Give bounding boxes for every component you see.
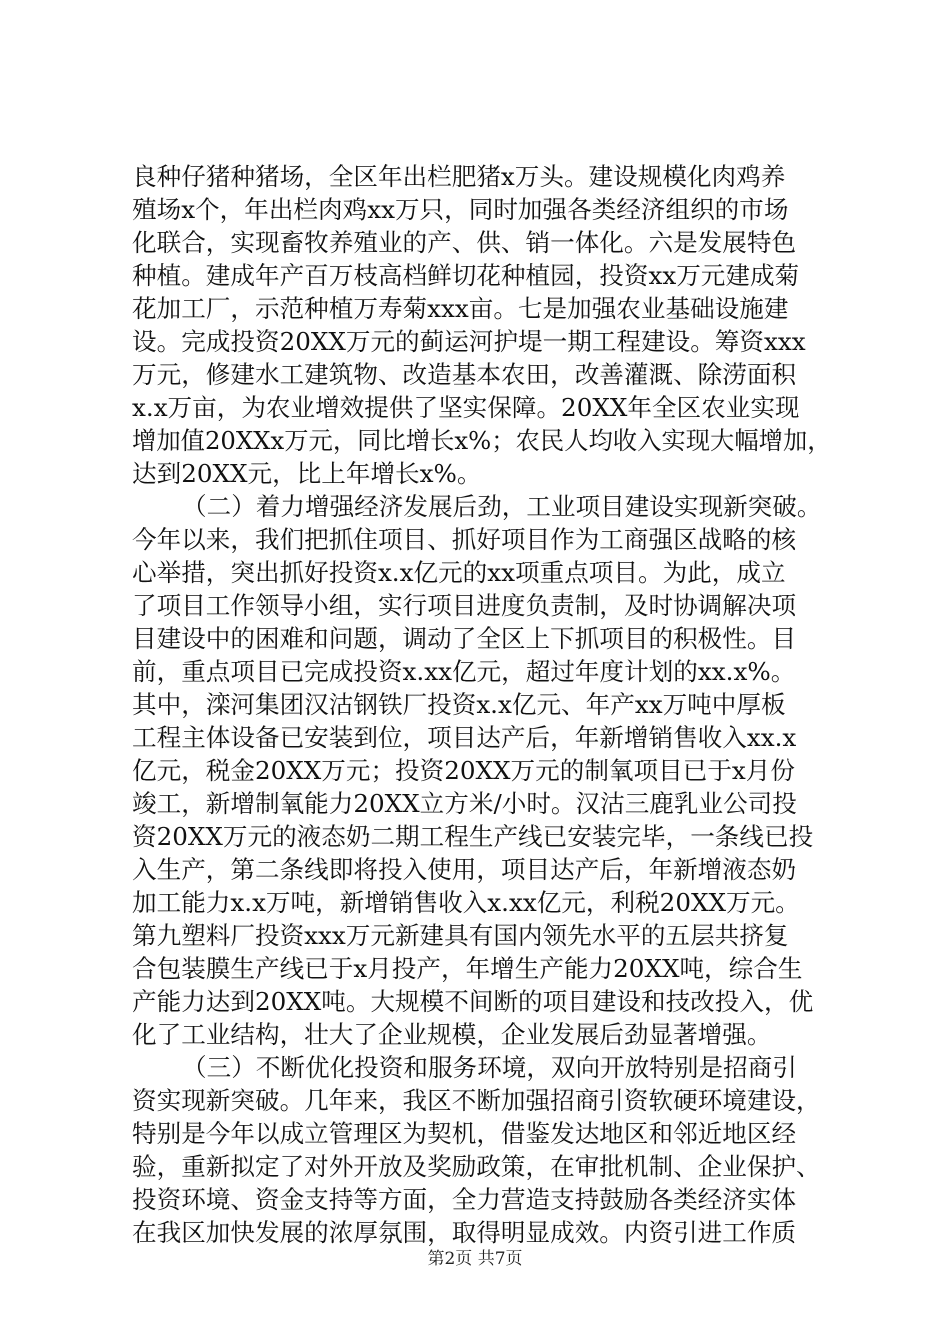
text-line: 了项目工作领导小组，实行项目进度负责制，及时协调解决项 bbox=[132, 591, 797, 620]
text-line: 工程主体设备已安装到位，项目达产后，年新增销售收入xx.x bbox=[132, 723, 797, 752]
text-line: 设。完成投资20XX万元的蓟运河护堤一期工程建设。筹资xxx bbox=[132, 327, 806, 356]
text-line: 第九塑料厂投资xxx万元新建具有国内领先水平的五层共挤复 bbox=[132, 921, 789, 950]
text-line: （二）着力增强经济发展后劲，工业项目建设实现新突破。 bbox=[182, 492, 822, 521]
text-line: 资20XX万元的液态奶二期工程生产线已安装完毕，一条线已投 bbox=[132, 822, 814, 851]
text-line: 亿元，税金20XX万元；投资20XX万元的制氧项目已于x月份 bbox=[132, 756, 795, 785]
text-line: 在我区加快发展的浓厚氛围，取得明显成效。内资引进工作质 bbox=[132, 1218, 797, 1247]
text-line: 其中，滦河集团汉沽钢铁厂投资x.x亿元、年产xx万吨中厚板 bbox=[132, 690, 786, 719]
text-line: 化联合，实现畜牧养殖业的产、供、销一体化。六是发展特色 bbox=[132, 228, 797, 257]
text-line: 增加值20XXx万元，同比增长x%；农民人均收入实现大幅增加， bbox=[132, 426, 832, 455]
text-line: 投资环境、资金支持等方面，全力营造支持鼓励各类经济实体 bbox=[132, 1185, 797, 1214]
text-line: 种植。建成年产百万枝高档鲜切花种植园，投资xx万元建成菊 bbox=[132, 261, 800, 290]
text-line: 产能力达到20XX吨。大规模不间断的项目建设和技改投入，优 bbox=[132, 987, 814, 1016]
text-line: 合包装膜生产线已于x月投产，年增生产能力20XX吨，综合生 bbox=[132, 954, 803, 983]
text-line: 竣工，新增制氧能力20XX立方米/小时。汉沽三鹿乳业公司投 bbox=[132, 789, 797, 818]
text-line: 化了工业结构，壮大了企业规模，企业发展后劲显著增强。 bbox=[132, 1020, 772, 1049]
text-line: 万元，修建水工建筑物、改造基本农田，改善灌溉、除涝面积 bbox=[132, 360, 797, 389]
text-line: 达到20XX元，比上年增长x%。 bbox=[132, 459, 482, 488]
text-line: 今年以来，我们把抓住项目、抓好项目作为工商强区战略的核 bbox=[132, 525, 797, 554]
body-text bbox=[132, 160, 832, 1249]
text-line: 心举措，突出抓好投资x.x亿元的xx项重点项目。为此，成立 bbox=[132, 558, 786, 587]
text-line: 花加工厂，示范种植万寿菊xxx亩。七是加强农业基础设施建 bbox=[132, 294, 789, 323]
text-line: 入生产，第二条线即将投入使用，项目达产后，年新增液态奶 bbox=[132, 855, 797, 884]
text-line: 前，重点项目已完成投资x.xx亿元，超过年度计划的xx.x%。 bbox=[132, 657, 796, 686]
text-line: 特别是今年以成立管理区为契机，借鉴发达地区和邻近地区经 bbox=[132, 1119, 797, 1148]
text-line: 资实现新突破。几年来，我区不断加强招商引资软硬环境建设， bbox=[132, 1086, 821, 1115]
text-line: 良种仔猪种猪场，全区年出栏肥猪x万头。建设规模化肉鸡养 bbox=[132, 162, 786, 191]
text-line: 验，重新拟定了对外开放及奖励政策，在审批机制、企业保护、 bbox=[132, 1152, 821, 1181]
text-line: 殖场x个，年出栏肉鸡xx万只，同时加强各类经济组织的市场 bbox=[132, 195, 789, 224]
text-line: 目建设中的困难和问题，调动了全区上下抓项目的积极性。目 bbox=[132, 624, 797, 653]
page-footer: 第2页 共7页 bbox=[427, 1249, 523, 1269]
text-line: （三）不断优化投资和服务环境，双向开放特别是招商引 bbox=[182, 1053, 797, 1082]
text-line: 加工能力x.x万吨，新增销售收入x.xx亿元，利税20XX万元。 bbox=[132, 888, 800, 917]
text-line: x.x万亩，为农业增效提供了坚实保障。20XX年全区农业实现 bbox=[132, 393, 800, 422]
